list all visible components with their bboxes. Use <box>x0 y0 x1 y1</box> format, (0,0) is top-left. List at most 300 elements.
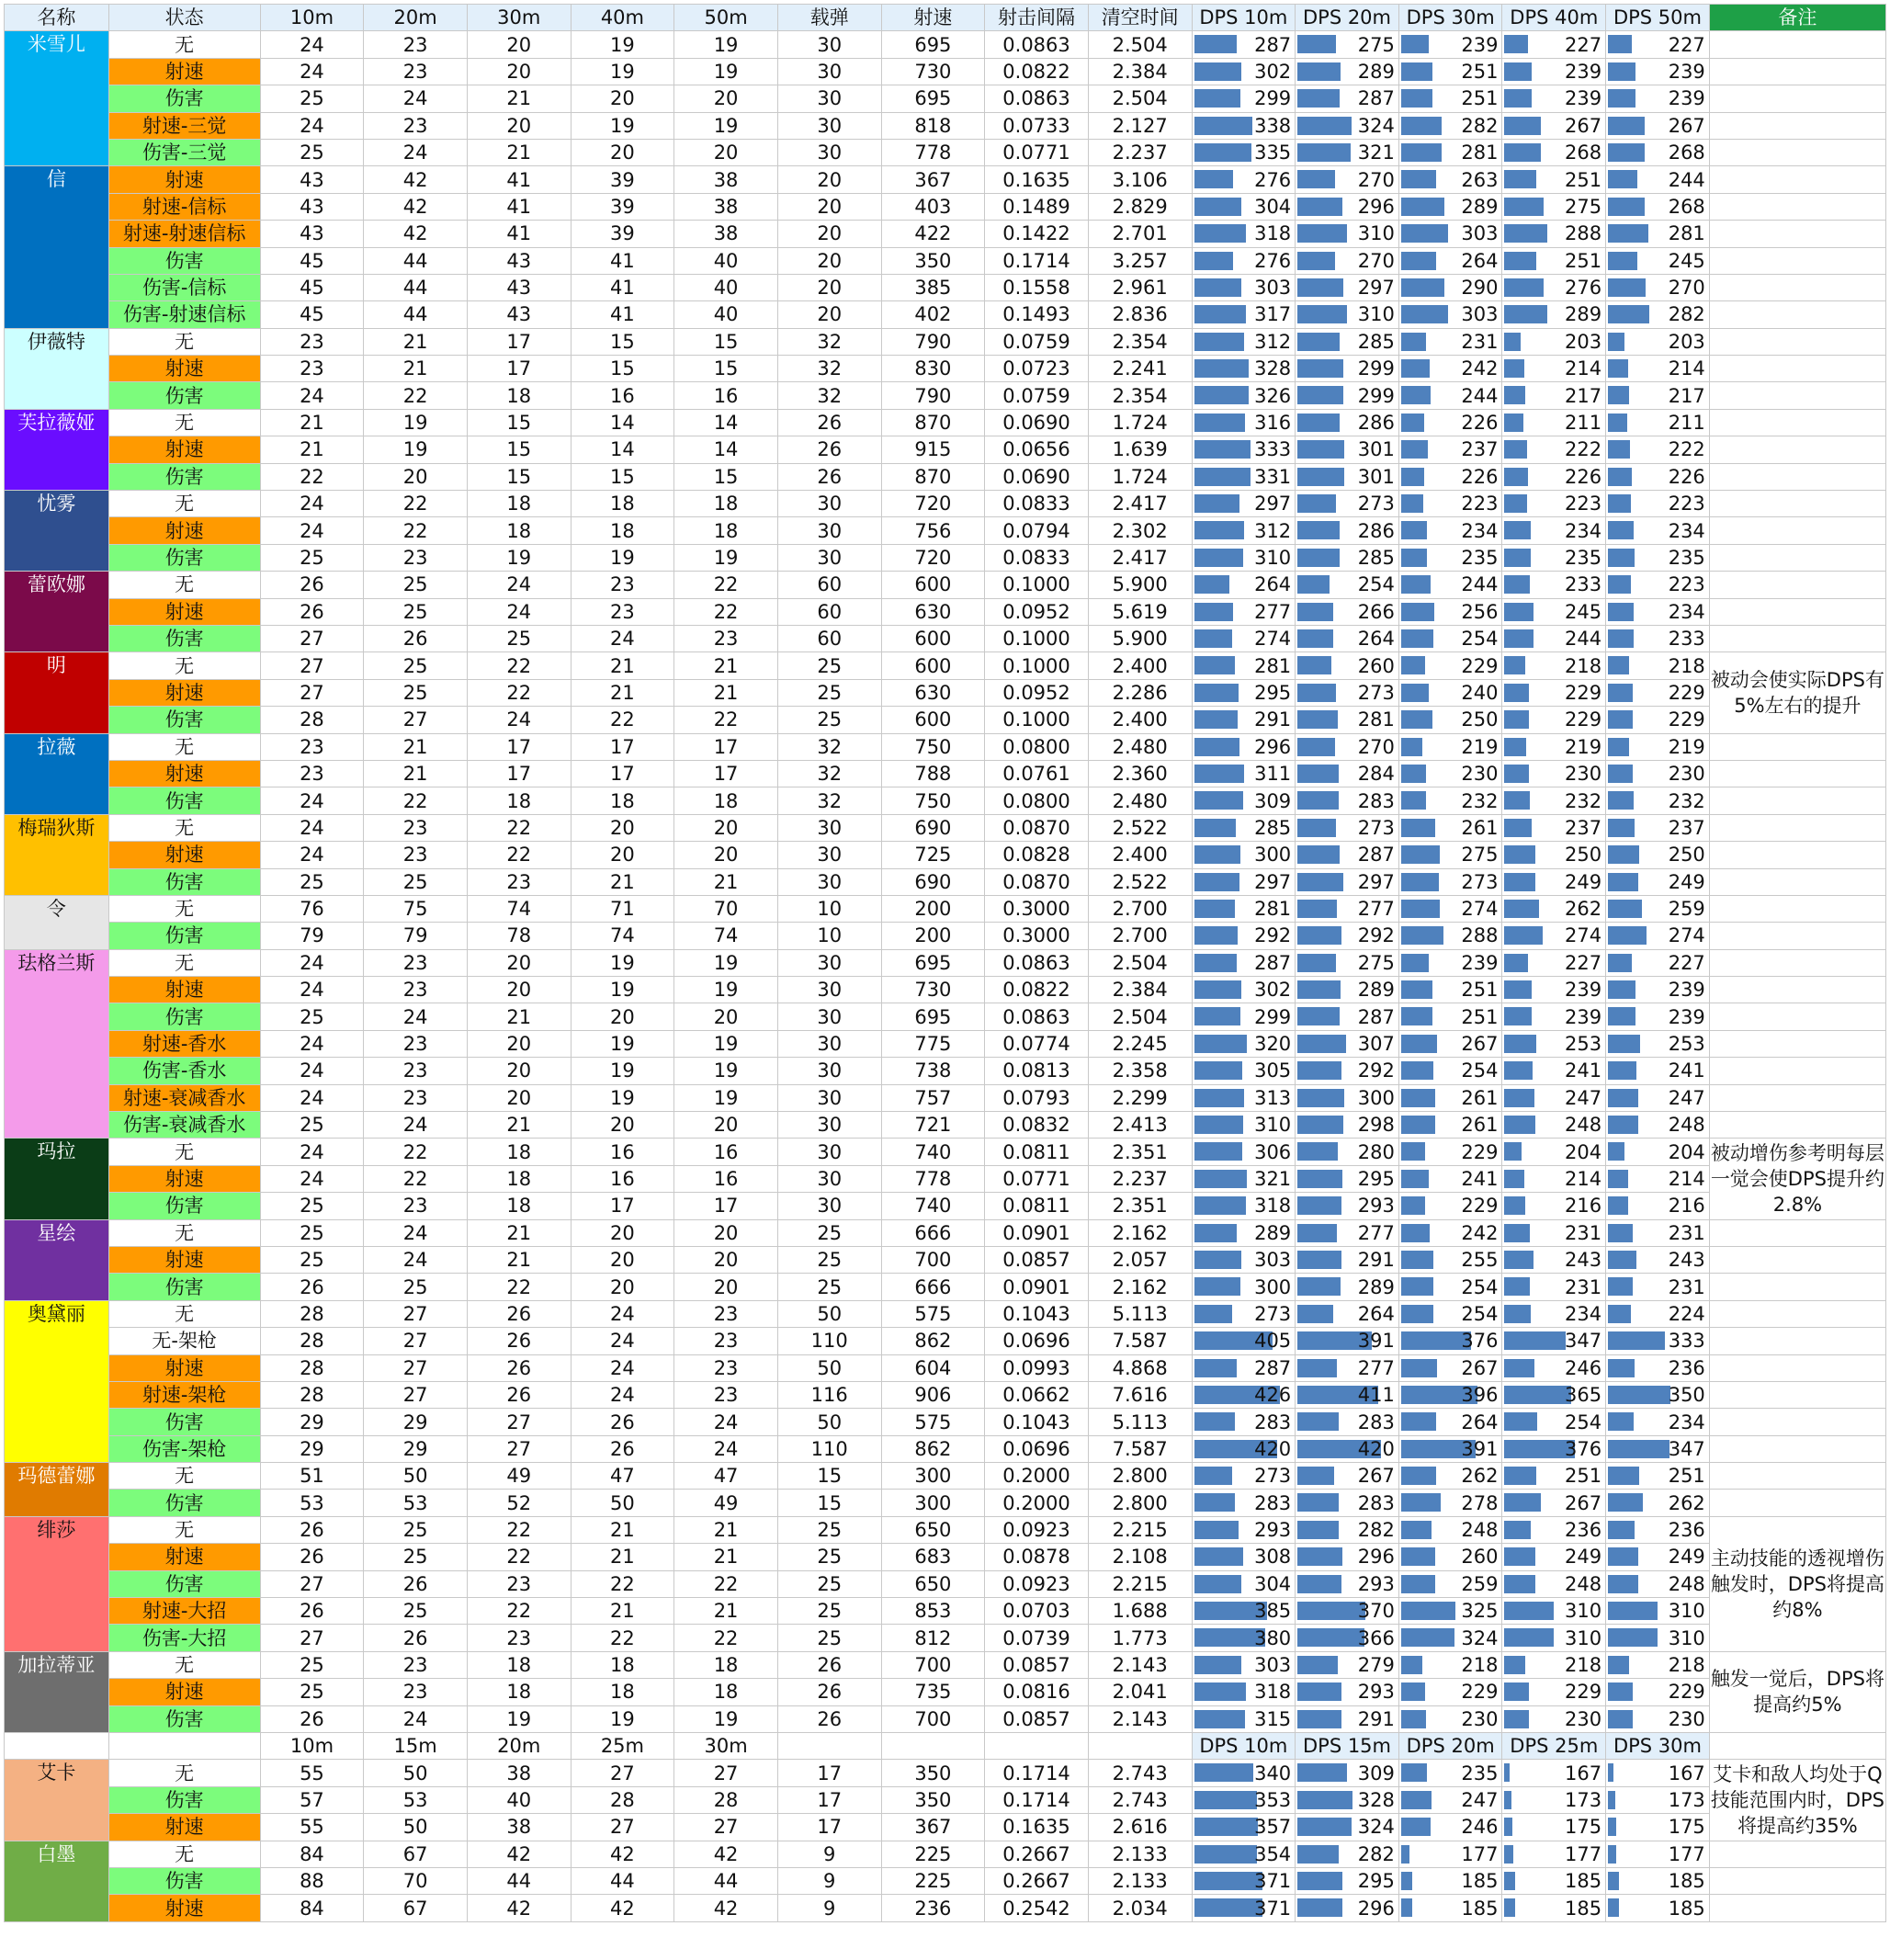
value-cell: 25 <box>260 868 364 895</box>
character-name: 艾卡 <box>5 1760 109 1841</box>
dps-bar <box>1194 900 1235 918</box>
dps-value: 287 <box>1357 1005 1395 1028</box>
dps-bar <box>1194 549 1244 567</box>
state-cell: 伤害 <box>108 707 260 733</box>
value-cell: 42 <box>571 1841 674 1867</box>
table-row <box>5 814 1886 841</box>
dps-bar <box>1297 224 1347 243</box>
dps-bar <box>1297 359 1343 378</box>
dps-cell <box>1296 1463 1399 1490</box>
value-cell: 27 <box>364 1381 468 1408</box>
value-cell: 25 <box>364 1516 468 1543</box>
dps-cell <box>1192 1760 1296 1786</box>
dps-value: 275 <box>1565 195 1602 218</box>
value-cell: 21 <box>467 1112 571 1139</box>
dps-bar <box>1401 170 1436 188</box>
value-cell: 20 <box>674 85 778 112</box>
note-cell <box>1709 977 1885 1003</box>
dps-cell <box>1192 1895 1296 1921</box>
dps-value: 313 <box>1254 1086 1292 1109</box>
value-cell: 22 <box>674 1570 778 1597</box>
value-cell: 385 <box>881 274 985 300</box>
dps-bar <box>1194 1872 1262 1890</box>
value-cell: 23 <box>364 949 468 976</box>
value-cell: 0.0863 <box>985 31 1089 58</box>
dps-cell <box>1606 1003 1710 1030</box>
value-cell: 19 <box>571 1084 674 1111</box>
dps-value: 333 <box>1668 1330 1705 1353</box>
value-cell: 0.2542 <box>985 1895 1089 1921</box>
dps-bar <box>1608 1089 1638 1107</box>
dps-cell <box>1502 544 1606 571</box>
dps-cell <box>1502 1139 1606 1165</box>
value-cell: 19 <box>674 112 778 139</box>
value-cell: 23 <box>364 1193 468 1219</box>
dps-cell <box>1296 139 1399 165</box>
dps-value: 231 <box>1668 1221 1705 1244</box>
dps-cell <box>1502 166 1606 193</box>
note-cell <box>1709 1463 1885 1490</box>
dps-value: 391 <box>1357 1330 1395 1353</box>
value-cell: 26 <box>777 409 881 436</box>
value-cell: 47 <box>571 1463 674 1490</box>
dps-value: 254 <box>1461 628 1499 651</box>
value-cell: 24 <box>260 842 364 868</box>
value-cell: 2.133 <box>1088 1841 1192 1867</box>
value-cell: 0.0739 <box>985 1625 1089 1651</box>
dps-bar <box>1504 629 1534 648</box>
dps-bar <box>1608 1277 1633 1296</box>
value-cell: 350 <box>881 1760 985 1786</box>
column-header: 20m <box>364 5 468 31</box>
dps-cell <box>1502 1814 1606 1841</box>
dps-cell <box>1502 517 1606 544</box>
value-cell: 50 <box>777 1300 881 1327</box>
value-cell: 23 <box>364 112 468 139</box>
dps-cell <box>1192 356 1296 382</box>
value-cell: 2.358 <box>1088 1058 1192 1084</box>
value-cell: 30 <box>777 491 881 517</box>
dps-bar <box>1504 738 1525 756</box>
dps-value: 185 <box>1668 1897 1705 1920</box>
dps-bar <box>1297 62 1341 81</box>
dps-cell <box>1502 707 1606 733</box>
dps-bar <box>1401 603 1434 621</box>
dps-bar <box>1194 414 1246 432</box>
value-cell: 600 <box>881 625 985 651</box>
value-cell: 695 <box>881 85 985 112</box>
dps-bar <box>1297 278 1343 297</box>
dps-cell <box>1192 895 1296 922</box>
dps-cell <box>1398 598 1502 625</box>
dps-value: 204 <box>1668 1140 1705 1163</box>
value-cell: 20 <box>571 1003 674 1030</box>
dps-bar <box>1194 1493 1236 1512</box>
dps-bar <box>1608 1710 1633 1728</box>
dps-value: 321 <box>1357 142 1395 164</box>
dps-value: 224 <box>1668 1302 1705 1325</box>
dps-value: 267 <box>1461 1356 1499 1379</box>
dps-bar <box>1401 629 1433 648</box>
value-cell: 41 <box>467 166 571 193</box>
dps-cell <box>1606 760 1710 787</box>
dps-bar <box>1608 62 1635 81</box>
value-cell: 2.143 <box>1088 1651 1192 1678</box>
value-cell: 45 <box>260 274 364 300</box>
dps-value: 312 <box>1254 519 1292 542</box>
dps-value: 251 <box>1565 249 1602 272</box>
value-cell: 25 <box>260 1003 364 1030</box>
dps-bar <box>1504 1386 1570 1404</box>
value-cell: 0.0774 <box>985 1030 1089 1057</box>
value-cell: 50 <box>364 1814 468 1841</box>
dps-bar <box>1194 1818 1259 1836</box>
dps-value: 231 <box>1461 330 1499 353</box>
value-cell: 28 <box>674 1786 778 1813</box>
value-cell: 0.1422 <box>985 221 1089 247</box>
value-cell: 30 <box>777 544 881 571</box>
table-row <box>5 1814 1886 1841</box>
value-cell: 25 <box>777 1246 881 1273</box>
value-cell: 0.0952 <box>985 598 1089 625</box>
dps-bar <box>1194 845 1241 864</box>
dps-range-header: DPS 30m <box>1606 1733 1710 1760</box>
dps-value: 234 <box>1668 519 1705 542</box>
value-cell: 32 <box>777 760 881 787</box>
dps-bar <box>1608 468 1632 486</box>
dps-cell <box>1606 1165 1710 1192</box>
value-cell: 25 <box>777 1274 881 1300</box>
value-cell: 17 <box>467 356 571 382</box>
value-cell: 50 <box>777 1354 881 1381</box>
dps-bar <box>1608 1602 1658 1620</box>
value-cell: 17 <box>467 328 571 355</box>
dps-cell <box>1192 1274 1296 1300</box>
value-cell: 110 <box>777 1435 881 1462</box>
dps-value: 279 <box>1357 1654 1395 1677</box>
value-cell: 18 <box>571 491 674 517</box>
dps-value: 285 <box>1254 816 1292 839</box>
dps-cell <box>1296 977 1399 1003</box>
dps-cell <box>1502 787 1606 814</box>
dps-value: 270 <box>1668 277 1705 300</box>
dps-cell <box>1296 895 1399 922</box>
value-cell: 84 <box>260 1895 364 1921</box>
value-cell: 0.0833 <box>985 491 1089 517</box>
dps-bar <box>1194 89 1240 108</box>
value-cell: 0.1489 <box>985 193 1089 220</box>
dps-value: 273 <box>1357 493 1395 515</box>
dps-bar <box>1608 1224 1633 1242</box>
dps-bar <box>1297 629 1332 648</box>
dps-cell <box>1296 707 1399 733</box>
dps-bar <box>1194 791 1244 810</box>
value-cell: 3.106 <box>1088 166 1192 193</box>
dps-cell <box>1502 58 1606 85</box>
note-cell: 被动增伤参考明每层一觉会使DPS提升约2.8% <box>1709 1139 1885 1219</box>
dps-cell <box>1606 139 1710 165</box>
value-cell: 39 <box>571 193 674 220</box>
state-cell: 射速 <box>108 598 260 625</box>
dps-bar <box>1401 1656 1422 1674</box>
dps-bar <box>1401 656 1426 674</box>
dps-cell <box>1398 625 1502 651</box>
dps-bar <box>1194 359 1250 378</box>
dps-cell <box>1398 787 1502 814</box>
value-cell: 20 <box>467 58 571 85</box>
dps-value: 304 <box>1254 1572 1292 1595</box>
value-cell: 19 <box>674 58 778 85</box>
dps-bar <box>1401 1061 1433 1080</box>
dps-value: 249 <box>1668 1546 1705 1569</box>
dps-bar <box>1504 440 1526 459</box>
dps-value: 229 <box>1461 1195 1499 1218</box>
value-cell: 17 <box>777 1814 881 1841</box>
dps-bar <box>1504 1170 1524 1188</box>
dps-bar <box>1608 765 1633 783</box>
dps-value: 242 <box>1461 1221 1499 1244</box>
value-cell: 21 <box>467 1003 571 1030</box>
value-cell: 0.0901 <box>985 1274 1089 1300</box>
value-cell: 40 <box>467 1786 571 1813</box>
note-cell <box>1709 436 1885 463</box>
dps-value: 284 <box>1357 763 1395 786</box>
dps-value: 267 <box>1565 1491 1602 1514</box>
dps-cell <box>1398 1705 1502 1732</box>
dps-cell <box>1398 382 1502 409</box>
dps-cell <box>1296 1003 1399 1030</box>
value-cell: 5.900 <box>1088 572 1192 598</box>
dps-cell <box>1192 1463 1296 1490</box>
dps-bar <box>1504 198 1543 216</box>
dps-bar <box>1297 549 1339 567</box>
value-cell: 21 <box>467 85 571 112</box>
value-cell: 21 <box>674 652 778 679</box>
dps-cell <box>1398 436 1502 463</box>
dps-cell <box>1502 1409 1606 1435</box>
dps-cell <box>1398 247 1502 274</box>
dps-cell <box>1606 31 1710 58</box>
dps-bar <box>1194 954 1237 972</box>
dps-value: 262 <box>1461 1465 1499 1488</box>
value-cell: 30 <box>777 517 881 544</box>
dps-bar <box>1608 926 1647 945</box>
dps-cell <box>1398 814 1502 841</box>
dps-value: 302 <box>1254 60 1292 83</box>
dps-cell <box>1502 274 1606 300</box>
value-cell: 7.587 <box>1088 1328 1192 1354</box>
dps-cell <box>1192 463 1296 490</box>
dps-bar <box>1504 414 1523 432</box>
table-row <box>5 436 1886 463</box>
dps-cell <box>1296 517 1399 544</box>
dps-cell <box>1192 1598 1296 1625</box>
value-cell: 690 <box>881 868 985 895</box>
dps-range-header: DPS 20m <box>1398 1733 1502 1760</box>
table-row <box>5 1435 1886 1462</box>
value-cell: 2.245 <box>1088 1030 1192 1057</box>
dps-value: 289 <box>1357 1275 1395 1298</box>
value-cell: 28 <box>260 1354 364 1381</box>
state-cell: 无 <box>108 652 260 679</box>
dps-bar <box>1297 494 1335 513</box>
value-cell: 44 <box>467 1867 571 1894</box>
dps-bar <box>1401 35 1429 53</box>
value-cell: 17 <box>674 760 778 787</box>
dps-value: 214 <box>1565 357 1602 380</box>
dps-cell <box>1398 1841 1502 1867</box>
dps-cell <box>1502 1705 1606 1732</box>
value-cell: 60 <box>777 625 881 651</box>
value-cell: 23 <box>364 1030 468 1057</box>
dps-cell <box>1192 625 1296 651</box>
dps-bar <box>1608 1898 1619 1917</box>
dps-bar <box>1401 1898 1412 1917</box>
dps-value: 274 <box>1565 924 1602 947</box>
dps-cell <box>1296 1516 1399 1543</box>
value-cell: 2.302 <box>1088 517 1192 544</box>
table-row <box>5 382 1886 409</box>
state-cell: 伤害 <box>108 463 260 490</box>
value-cell: 44 <box>364 274 468 300</box>
value-cell: 18 <box>467 1165 571 1192</box>
value-cell: 19 <box>571 1058 674 1084</box>
dps-bar <box>1297 1763 1347 1782</box>
value-cell: 14 <box>571 409 674 436</box>
value-cell: 30 <box>777 1165 881 1192</box>
dps-bar <box>1297 819 1335 837</box>
dps-cell <box>1398 1409 1502 1435</box>
dps-value: 354 <box>1254 1842 1292 1865</box>
dps-value: 217 <box>1565 384 1602 407</box>
dps-bar <box>1504 1656 1525 1674</box>
dps-bar <box>1401 278 1444 297</box>
dps-cell <box>1606 787 1710 814</box>
dps-value: 227 <box>1565 33 1602 56</box>
value-cell: 15 <box>467 436 571 463</box>
dps-cell <box>1398 31 1502 58</box>
value-cell: 0.1714 <box>985 1786 1089 1813</box>
table-row <box>5 868 1886 895</box>
value-cell: 0.0800 <box>985 787 1089 814</box>
dps-bar <box>1608 1845 1616 1864</box>
dps-bar <box>1504 1251 1533 1269</box>
dps-value: 293 <box>1254 1519 1292 1542</box>
dps-cell <box>1502 1165 1606 1192</box>
dps-cell <box>1296 1544 1399 1570</box>
dps-value: 229 <box>1565 708 1602 731</box>
value-cell: 40 <box>674 247 778 274</box>
dps-bar <box>1297 1142 1338 1161</box>
value-cell: 2.127 <box>1088 112 1192 139</box>
state-cell: 无 <box>108 1463 260 1490</box>
dps-cell <box>1502 1112 1606 1139</box>
dps-value: 287 <box>1254 1356 1292 1379</box>
value-cell: 17 <box>571 733 674 760</box>
note-cell <box>1709 274 1885 300</box>
value-cell: 19 <box>674 977 778 1003</box>
dps-value: 229 <box>1565 681 1602 704</box>
dps-value: 268 <box>1565 142 1602 164</box>
dps-cell <box>1606 436 1710 463</box>
value-cell: 23 <box>260 733 364 760</box>
dps-bar <box>1401 440 1428 459</box>
state-cell: 伤害 <box>108 787 260 814</box>
value-cell: 38 <box>467 1760 571 1786</box>
dps-value: 254 <box>1461 1275 1499 1298</box>
state-cell: 无 <box>108 572 260 598</box>
dps-value: 281 <box>1254 898 1292 921</box>
dps-cell <box>1502 733 1606 760</box>
value-cell: 0.1558 <box>985 274 1089 300</box>
value-cell: 30 <box>777 977 881 1003</box>
dps-value: 292 <box>1254 924 1292 947</box>
column-header: 名称 <box>5 5 109 31</box>
dps-bar <box>1401 414 1425 432</box>
value-cell: 21 <box>571 652 674 679</box>
dps-value: 234 <box>1668 1411 1705 1433</box>
dps-value: 289 <box>1565 303 1602 326</box>
dps-value: 310 <box>1668 1626 1705 1649</box>
table-row <box>5 517 1886 544</box>
dps-bar <box>1504 1628 1554 1647</box>
dps-bar <box>1608 845 1639 864</box>
table-row <box>5 1112 1886 1139</box>
value-cell: 25 <box>777 679 881 706</box>
table-row <box>5 1328 1886 1354</box>
value-cell: 24 <box>260 814 364 841</box>
dps-cell <box>1296 85 1399 112</box>
dps-value: 264 <box>1357 1302 1395 1325</box>
dps-bar <box>1194 386 1249 404</box>
dps-bar <box>1297 252 1334 270</box>
value-cell: 17 <box>777 1786 881 1813</box>
value-cell: 24 <box>260 787 364 814</box>
dps-cell <box>1296 949 1399 976</box>
value-cell: 25 <box>364 652 468 679</box>
value-cell: 24 <box>260 31 364 58</box>
table-row <box>5 1409 1886 1435</box>
value-cell: 22 <box>467 652 571 679</box>
dps-bar <box>1504 1359 1534 1377</box>
dps-bar <box>1504 954 1528 972</box>
note-cell <box>1709 1112 1885 1139</box>
dps-value: 333 <box>1254 438 1292 461</box>
dps-cell <box>1606 1651 1710 1678</box>
state-cell: 伤害-三觉 <box>108 139 260 165</box>
dps-bar <box>1194 629 1233 648</box>
dps-bar <box>1297 1521 1338 1539</box>
dps-value: 227 <box>1565 951 1602 974</box>
value-cell: 21 <box>674 1544 778 1570</box>
dps-bar <box>1194 1467 1232 1485</box>
dps-bar <box>1194 575 1229 594</box>
dps-value: 287 <box>1254 951 1292 974</box>
value-cell: 20 <box>674 139 778 165</box>
dps-bar <box>1504 819 1531 837</box>
value-cell: 22 <box>674 598 778 625</box>
dps-cell <box>1502 977 1606 1003</box>
blank-cell <box>777 1733 881 1760</box>
dps-cell <box>1502 1246 1606 1273</box>
dps-bar <box>1194 198 1242 216</box>
dps-bar <box>1504 333 1521 351</box>
dps-cell <box>1192 1841 1296 1867</box>
state-cell: 无 <box>108 1300 260 1327</box>
value-cell: 24 <box>260 1084 364 1111</box>
value-cell: 5.113 <box>1088 1300 1192 1327</box>
dps-value: 185 <box>1668 1870 1705 1893</box>
